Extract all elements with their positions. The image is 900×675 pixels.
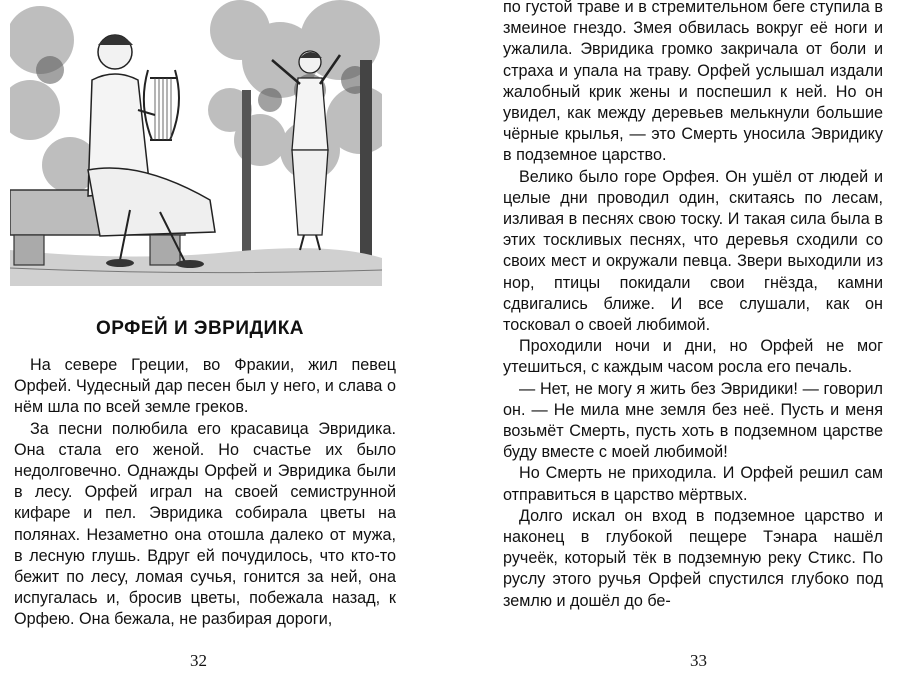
paragraph: Долго искал он вход в подземное царство и наконец в глубокой пещере Тэнара нашёл ручеёк, который тёк в подземную реку Стикс. По руслу этого ручья Орфей спустился глубоко под землю и дошёл до бе- <box>503 506 883 610</box>
paragraph: Но Смерть не приходила. И Орфей решил сам отправиться в царство мёртвых. <box>503 464 883 504</box>
paragraph: За песни полюбила его красавица Эвридика. Она стала его женой. Но счастье их было недолговечно. Однажды Орфей и Эвридика были в лесу. Орфей играл на своей семиструнной кифаре и пел. Эвридика собирала цветы на полянах. Незаметно она отошла далеко от мужа, в лесную глушь. Вдруг ей почудилось, что кто-то бежит по лесу, ломая сучья, гонится за ней, она испугалась и, бросив цветы, побежала назад, к Орфею. Она бежала, не разбирая дороги, <box>14 419 396 629</box>
right-body-text <box>503 0 883 612</box>
page-number: 33 <box>690 651 707 670</box>
paragraph: Велико было горе Орфея. Он ушёл от людей и целые дни проводил один, скитаясь по лесам, изливая в песнях свою тоску. И такая сила была в этих тоскливых песнях, что деревья сходили со своих мест и окружали певца. Звери выходили из нор, птицы покидали свои гнёзда, камни сдвигались ближе. И все слушали, как он тосковал о своей любимой. <box>503 167 883 335</box>
paragraph: — Нет, не могу я жить без Эвридики! — говорил он. — Не мила мне земля без неё. Пусть и меня возьмёт Смерть, пусть хоть в подземном царстве буду вместе с моей любимой! <box>503 379 883 462</box>
illustration-orpheus-eurydice <box>10 0 382 286</box>
paragraph: по густой траве и в стремительном беге ступила в змеиное гнездо. Змея обвилась вокруг её ноги и ужалила. Эвридика громко закричала от боли и страха и упала на траву. Орфей услышал издали жалобный крик жены и поспешил к ней. Но он увидел, как между деревьев мелькнули большие чёрные крылья, — это Смерть уносила Эвридику в подземное царство. <box>503 0 883 165</box>
story-title: ОРФЕЙ И ЭВРИДИКА <box>95 318 305 339</box>
left-body-text <box>14 355 396 631</box>
page-number: 32 <box>190 651 207 670</box>
right-page <box>450 0 900 675</box>
paragraph: Проходили ночи и дни, но Орфей не мог утешиться, с каждым часом росла его печаль. <box>503 337 883 377</box>
illustration-drawing <box>10 0 382 286</box>
paragraph: На севере Греции, во Фракии, жил певец Орфей. Чудесный дар песен был у него, и слава о нём шла по всей земле греков. <box>14 356 396 417</box>
